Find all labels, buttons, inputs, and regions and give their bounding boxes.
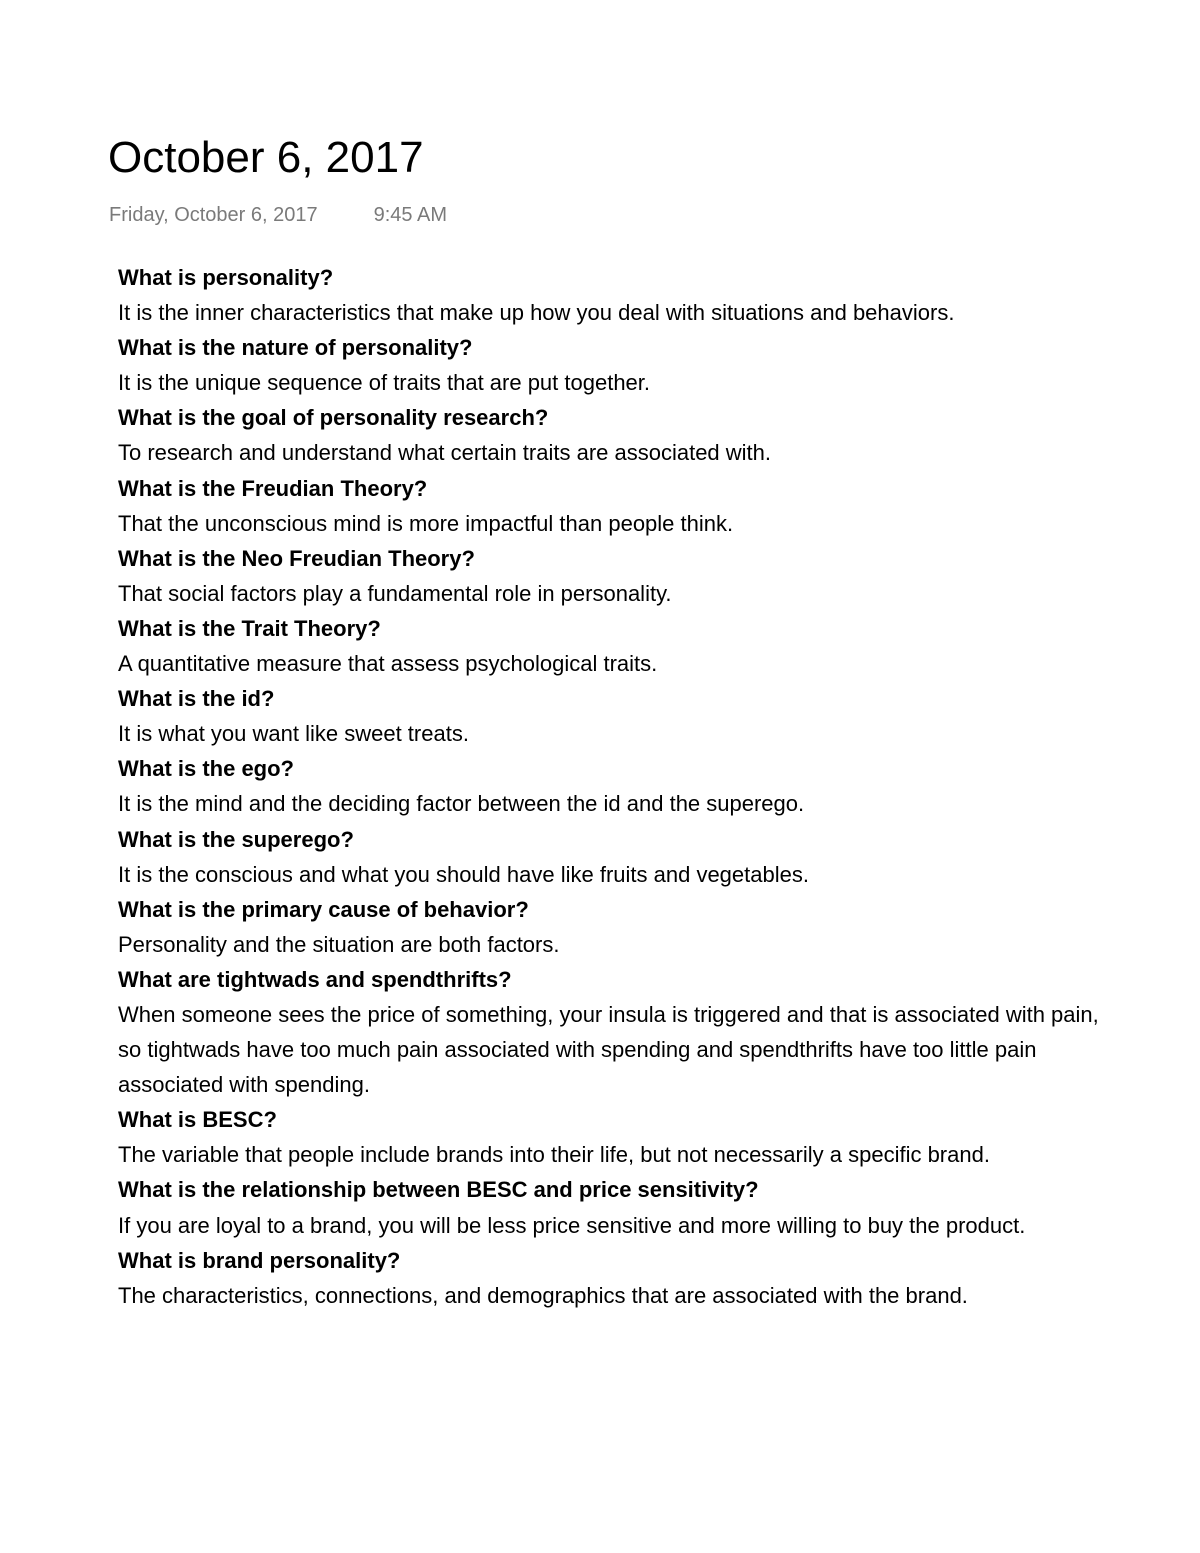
- note-question: What is the primary cause of behavior?: [118, 896, 529, 922]
- note-question: What is the ego?: [118, 756, 294, 782]
- note-answer: If you are loyal to a brand, you will be less price sensitive and more willing to buy the product.: [118, 1212, 1026, 1238]
- note-question: What are tightwads and spendthrifts?: [118, 966, 512, 992]
- note-answer: The variable that people include brands into their life, but not necessarily a specific brand.: [118, 1142, 990, 1168]
- note-answer: Personality and the situation are both factors.: [118, 931, 560, 957]
- note-answer: When someone sees the price of something, your insula is triggered and that is associated with pain, so tightwads have too much pain associated with spending and spendthrifts have too little pain associated with spending.: [118, 1001, 1099, 1098]
- page-title: October 6, 2017: [108, 133, 424, 182]
- note-answer: It is the mind and the deciding factor between the id and the superego.: [118, 791, 805, 817]
- note-answer: The characteristics, connections, and demographics that are associated with the brand.: [118, 1282, 968, 1308]
- notes-list: [118, 260, 1128, 1313]
- note-answer: It is the inner characteristics that make up how you deal with situations and behaviors.: [118, 300, 955, 326]
- page-time: 9:45 AM: [373, 204, 448, 226]
- note-question: What is personality?: [118, 265, 334, 290]
- note-answer: That social factors play a fundamental role in personality.: [118, 580, 672, 606]
- notes-body: [118, 260, 1128, 1435]
- note-answer: A quantitative measure that assess psychological traits.: [118, 651, 658, 677]
- note-question: What is the relationship between BESC and price sensitivity?: [118, 1177, 759, 1203]
- note-question: What is the goal of personality research?: [118, 405, 549, 431]
- note-question: What is the Trait Theory?: [118, 615, 381, 641]
- note-question: What is the superego?: [118, 826, 354, 852]
- page-timestamp: [109, 201, 447, 229]
- note-question: What is the Neo Freudian Theory?: [118, 545, 475, 571]
- note-answer: It is what you want like sweet treats.: [118, 721, 469, 747]
- note-question: What is the id?: [118, 686, 275, 712]
- note-question: What is the Freudian Theory?: [118, 475, 428, 501]
- note-answer: That the unconscious mind is more impactful than people think.: [118, 510, 734, 536]
- page-date: Friday, October 6, 2017: [109, 204, 318, 226]
- note-answer: It is the conscious and what you should have like fruits and vegetables.: [118, 861, 809, 887]
- note-answer: It is the unique sequence of traits that are put together.: [118, 370, 651, 396]
- note-question: What is the nature of personality?: [118, 335, 473, 361]
- note-question: What is brand personality?: [118, 1247, 401, 1273]
- note-question: What is BESC?: [118, 1107, 277, 1133]
- note-answer: To research and understand what certain traits are associated with.: [118, 440, 772, 466]
